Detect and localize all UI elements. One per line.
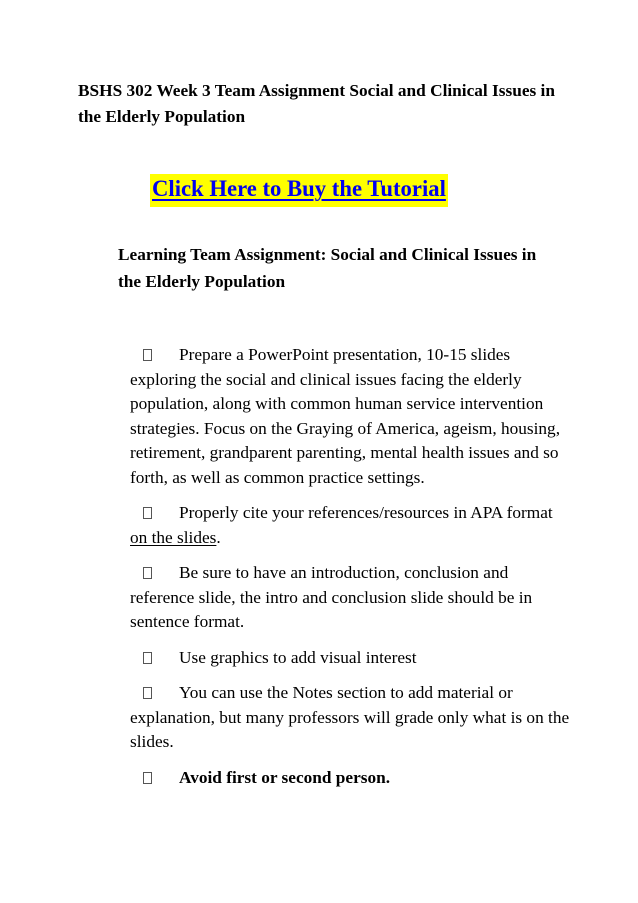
bullet-box-icon: [143, 567, 152, 579]
bullet-box-icon: [143, 687, 152, 699]
buy-tutorial-link[interactable]: Click Here to Buy the Tutorial: [152, 176, 446, 201]
list-item: [130, 681, 570, 755]
list-item-text: You can use the Notes section to add material or explanation, but many professors will grade only what is on the slides.: [130, 683, 570, 751]
bullet-box-icon: [143, 507, 152, 519]
list-item-text: Properly cite your references/resources in APA format: [179, 503, 553, 522]
list-item-text: Prepare a PowerPoint presentation, 10-15 slides exploring the social and clinical issues facing the elderly population, along with common human service intervention strategies. Focus on the Graying of America, ageism, housing, retirement, grandparent parenting, mental health issues and so forth, as well as common practice settings.: [130, 345, 561, 487]
document-title: BSHS 302 Week 3 Team Assignment Social and Clinical Issues in the Elderly Population: [78, 81, 555, 126]
buy-link-highlight: [150, 174, 448, 207]
requirements-list: [130, 343, 570, 801]
bullet-box-icon: [143, 349, 152, 361]
list-item: [130, 343, 570, 490]
list-item-text: Avoid first or second person.: [179, 767, 391, 787]
list-item-text: Use graphics to add visual interest: [179, 647, 417, 667]
list-item-text-end: .: [216, 527, 221, 547]
bullet-box-icon: [143, 772, 152, 784]
list-item: [130, 561, 570, 635]
underlined-text: on the slides: [130, 527, 217, 547]
list-item-text: Be sure to have an introduction, conclusion and reference slide, the intro and conclusion slide should be in sentence format.: [130, 563, 533, 631]
bullet-box-icon: [143, 652, 152, 664]
list-item: [130, 766, 570, 791]
list-item: [130, 501, 570, 550]
section-heading: Learning Team Assignment: Social and Clinical Issues in the Elderly Population: [118, 245, 537, 291]
list-item: [130, 646, 570, 671]
